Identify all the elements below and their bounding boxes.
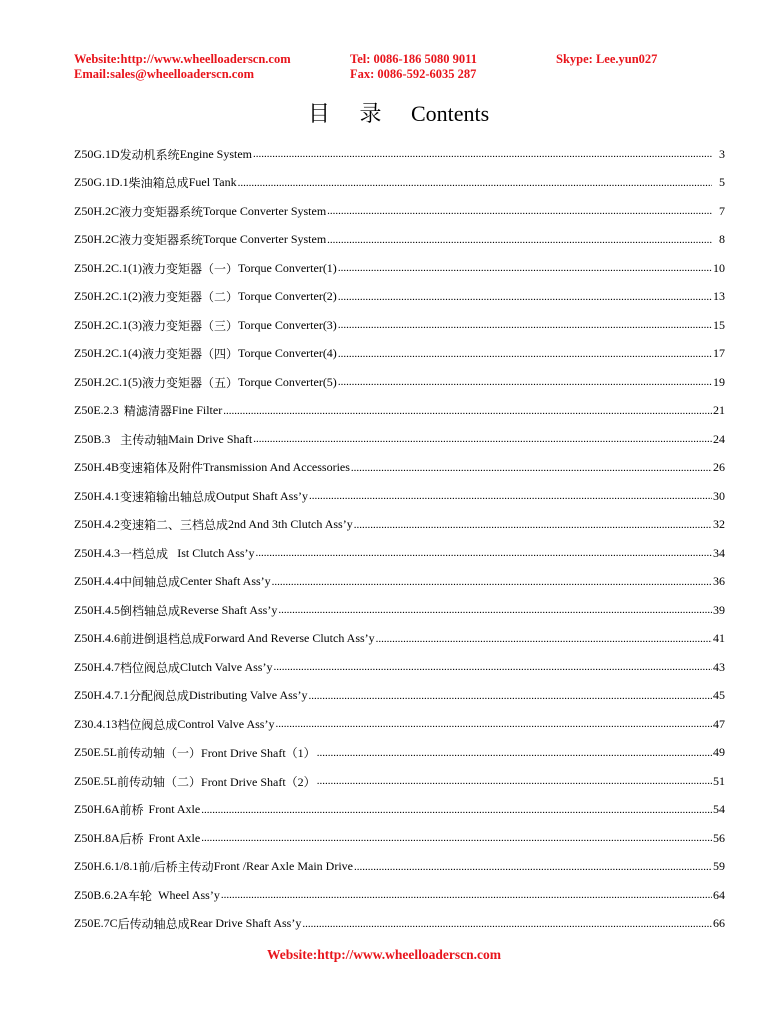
toc-page-number: 7 (719, 203, 725, 218)
toc-code: Z50H.4.5 (74, 602, 120, 617)
toc-page-number: 59 (713, 859, 725, 874)
toc-entry[interactable] (74, 397, 725, 426)
toc-entry[interactable] (74, 340, 725, 369)
toc-entry[interactable] (74, 568, 725, 597)
toc-chinese-title: 液力变矩器（五） (142, 375, 239, 390)
toc-english-title: Front Axle (148, 830, 201, 845)
toc-chinese-title: 主传动轴 (120, 432, 169, 447)
toc-page-number: 51 (713, 773, 725, 788)
toc-page-number: 5 (719, 175, 725, 190)
toc-english-title: Torque Converter(5) (238, 374, 337, 389)
toc-leader-dots (223, 405, 712, 417)
toc-entry[interactable] (74, 425, 725, 454)
fax-number: Fax: 0086-592-6035 287 (350, 67, 477, 81)
toc-code: Z50B.3 (74, 431, 111, 446)
toc-code: Z50H.4B (74, 460, 119, 475)
toc-leader-dots (253, 433, 712, 445)
toc-entry[interactable] (74, 853, 725, 882)
toc-code: Z50H.4.4 (74, 574, 120, 589)
toc-english-title: Front Drive Shaft（2） (201, 774, 316, 789)
toc-leader-dots (317, 747, 712, 759)
toc-entry[interactable] (74, 710, 725, 739)
toc-entry[interactable] (74, 796, 725, 825)
footer (0, 947, 768, 963)
toc-leader-dots (278, 604, 712, 616)
toc-page-number: 21 (713, 403, 725, 418)
toc-chinese-title: 档位阀总成 (120, 660, 181, 675)
toc-chinese-title: 车轮 (128, 888, 153, 903)
toc-english-title: Torque Converter System (203, 232, 327, 247)
toc-page-number: 36 (713, 574, 725, 589)
toc-entry[interactable] (74, 482, 725, 511)
toc-chinese-title: 分配阀总成 (129, 689, 190, 704)
toc-english-title: Control Valve Ass’y (177, 716, 275, 731)
toc-entry[interactable] (74, 881, 725, 910)
toc-leader-dots (201, 804, 712, 816)
toc-entry[interactable] (74, 368, 725, 397)
toc-entry[interactable] (74, 596, 725, 625)
title-english: Contents (411, 101, 490, 126)
toc-chinese-title: 倒档轴总成 (120, 603, 181, 618)
toc-english-title: Center Shaft Ass’y (180, 574, 271, 589)
toc-leader-dots (308, 690, 712, 702)
toc-code: Z50G.1D.1 (74, 175, 129, 190)
toc-chinese-title: 液力变矩器（二） (142, 290, 239, 305)
toc-english-title: Clutch Valve Ass’y (180, 659, 273, 674)
toc-chinese-title: 变速箱输出轴总成 (120, 489, 217, 504)
toc-entry[interactable] (74, 910, 725, 939)
toc-code: Z50H.4.7 (74, 659, 120, 674)
toc-code: Z50H.2C (74, 232, 119, 247)
toc-leader-dots (201, 832, 712, 844)
toc-page-number: 10 (713, 260, 725, 275)
toc-english-title: Engine System (179, 146, 253, 161)
toc-page-number: 3 (719, 146, 725, 161)
toc-chinese-title: 前进倒退档总成 (120, 632, 205, 647)
toc-code: Z50H.4.7.1 (74, 688, 129, 703)
toc-english-title: Front Axle (148, 802, 201, 817)
toc-english-title: Fine Filter (171, 403, 223, 418)
toc-english-title: Forward And Reverse Clutch Ass’y (204, 631, 375, 646)
toc-chinese-title: 变速箱二、三档总成 (120, 518, 229, 533)
toc-leader-dots (376, 633, 712, 645)
toc-page-number: 64 (713, 887, 725, 902)
toc-code: Z50H.6.1/8.1 (74, 859, 139, 874)
toc-chinese-title: 精滤清器 (123, 404, 172, 419)
toc-chinese-title: 液力变矩器（一） (142, 261, 239, 276)
toc-code: Z50H.2C (74, 203, 119, 218)
toc-code: Z50H.4.3 (74, 545, 120, 560)
toc-page-number: 54 (713, 802, 725, 817)
toc-page-number: 26 (713, 460, 725, 475)
toc-chinese-title: 前/后桥主传动 (138, 860, 214, 875)
toc-entry[interactable] (74, 767, 725, 796)
toc-chinese-title: 前传动轴（一） (117, 746, 202, 761)
toc-chinese-title: 发动机系统 (119, 147, 180, 162)
toc-leader-dots (221, 889, 712, 901)
toc-page-number: 47 (713, 716, 725, 731)
toc-page-number: 15 (713, 317, 725, 332)
toc-english-title: Torque Converter(4) (238, 346, 337, 361)
toc-code: Z50H.8A (74, 830, 120, 845)
toc-leader-dots (354, 519, 712, 531)
email-link[interactable]: Email:sales@wheelloaderscn.com (74, 67, 255, 81)
toc-code: Z50H.6A (74, 802, 120, 817)
toc-english-title: 2nd And 3th Clutch Ass’y (228, 517, 353, 532)
table-of-contents (74, 140, 725, 938)
toc-leader-dots (338, 291, 712, 303)
toc-code: Z50G.1D (74, 146, 120, 161)
toc-page-number: 49 (713, 745, 725, 760)
contact-header (74, 52, 714, 82)
toc-chinese-title: 中间轴总成 (120, 575, 181, 590)
toc-code: Z50E.7C (74, 916, 118, 931)
toc-chinese-title: 液力变矩器（三） (142, 318, 239, 333)
toc-page-number: 13 (713, 289, 725, 304)
toc-chinese-title: 液力变矩器系统 (119, 204, 204, 219)
title-chinese: 目 录 (308, 101, 394, 126)
contact-row-2 (74, 67, 714, 82)
toc-english-title: Torque Converter(3) (238, 317, 337, 332)
toc-entry[interactable] (74, 169, 725, 198)
toc-english-title: Torque Converter System (203, 203, 327, 218)
toc-english-title: Distributing Valve Ass’y (189, 688, 308, 703)
toc-code: Z50H.2C.1(4) (74, 346, 142, 361)
toc-entry[interactable] (74, 140, 725, 169)
toc-page-number: 30 (713, 488, 725, 503)
skype-id: Skype: Lee.yun027 (556, 52, 658, 66)
toc-code: Z50H.4.2 (74, 517, 120, 532)
toc-page-number: 45 (713, 688, 725, 703)
toc-english-title: Front /Rear Axle Main Drive (213, 859, 353, 874)
toc-entry[interactable] (74, 682, 725, 711)
toc-leader-dots (253, 148, 712, 160)
toc-page-number: 17 (713, 346, 725, 361)
toc-entry[interactable] (74, 254, 725, 283)
toc-leader-dots (275, 718, 712, 730)
toc-entry[interactable] (74, 653, 725, 682)
toc-code: Z50E.2.3 (74, 403, 119, 418)
toc-page-number: 34 (713, 545, 725, 560)
toc-leader-dots (256, 547, 712, 559)
toc-page-number: 41 (713, 631, 725, 646)
website-link[interactable]: Website:http://www.wheelloaderscn.com (74, 52, 291, 66)
toc-leader-dots (354, 861, 712, 873)
toc-leader-dots (238, 177, 712, 189)
toc-page-number: 19 (713, 374, 725, 389)
toc-english-title: Reverse Shaft Ass’y (180, 602, 278, 617)
toc-chinese-title: 后桥 (119, 831, 144, 846)
toc-page-number: 56 (713, 830, 725, 845)
toc-leader-dots (338, 348, 712, 360)
toc-english-title: Fuel Tank (188, 175, 237, 190)
contact-row-1 (74, 52, 714, 67)
toc-chinese-title: 一档总成 (120, 546, 169, 561)
toc-page-number: 32 (713, 517, 725, 532)
toc-chinese-title: 档位阀总成 (117, 717, 178, 732)
toc-code: Z50H.2C.1(5) (74, 374, 142, 389)
toc-page-number: 39 (713, 602, 725, 617)
toc-leader-dots (338, 319, 712, 331)
toc-code: Z50H.2C.1(2) (74, 289, 142, 304)
toc-chinese-title: 前桥 (119, 803, 144, 818)
toc-entry[interactable] (74, 739, 725, 768)
footer-website-link[interactable]: Website:http://www.wheelloaderscn.com (267, 947, 501, 962)
toc-leader-dots (272, 576, 712, 588)
toc-leader-dots (327, 205, 712, 217)
toc-english-title: Transmission And Accessories (203, 460, 350, 475)
toc-leader-dots (302, 918, 712, 930)
toc-entry[interactable] (74, 824, 725, 853)
toc-chinese-title: 液力变矩器（四） (142, 347, 239, 362)
toc-entry[interactable] (74, 226, 725, 255)
toc-entry[interactable] (74, 625, 725, 654)
toc-code: Z50E.5L (74, 745, 117, 760)
toc-english-title: Main Drive Shaft (168, 431, 253, 446)
toc-english-title: Wheel Ass’y (158, 887, 220, 902)
toc-english-title: Front Drive Shaft（1） (201, 746, 316, 761)
toc-chinese-title: 前传动轴（二） (117, 774, 202, 789)
toc-entry[interactable] (74, 539, 725, 568)
tel-number: Tel: 0086-186 5080 9011 (350, 52, 477, 66)
toc-leader-dots (327, 234, 712, 246)
toc-entry[interactable] (74, 283, 725, 312)
toc-code: Z50H.2C.1(1) (74, 260, 142, 275)
toc-entry[interactable] (74, 454, 725, 483)
toc-english-title: Torque Converter(2) (238, 289, 337, 304)
toc-entry[interactable] (74, 311, 725, 340)
toc-page-number: 66 (713, 916, 725, 931)
toc-leader-dots (338, 262, 712, 274)
toc-leader-dots (309, 490, 712, 502)
toc-entry[interactable] (74, 511, 725, 540)
toc-entry[interactable] (74, 197, 725, 226)
toc-code: Z30.4.13 (74, 716, 118, 731)
toc-english-title: Ist Clutch Ass’y (177, 545, 255, 560)
toc-code: Z50H.4.6 (74, 631, 120, 646)
toc-english-title: Torque Converter(1) (238, 260, 337, 275)
toc-chinese-title: 后传动轴总成 (117, 917, 190, 932)
toc-leader-dots (273, 661, 712, 673)
toc-code: Z50E.5L (74, 773, 117, 788)
toc-page-number: 8 (719, 232, 725, 247)
toc-leader-dots (351, 462, 712, 474)
toc-english-title: Output Shaft Ass’y (216, 488, 309, 503)
toc-code: Z50H.4.1 (74, 488, 120, 503)
toc-page-number: 24 (713, 431, 725, 446)
toc-leader-dots (317, 775, 712, 787)
toc-code: Z50B.6.2A (74, 887, 128, 902)
toc-english-title: Rear Drive Shaft Ass’y (189, 916, 302, 931)
toc-chinese-title: 柴油箱总成 (128, 176, 189, 191)
toc-chinese-title: 液力变矩器系统 (119, 233, 204, 248)
toc-page-number: 43 (713, 659, 725, 674)
toc-chinese-title: 变速箱体及附件 (119, 461, 204, 476)
toc-leader-dots (338, 376, 712, 388)
toc-code: Z50H.2C.1(3) (74, 317, 142, 332)
